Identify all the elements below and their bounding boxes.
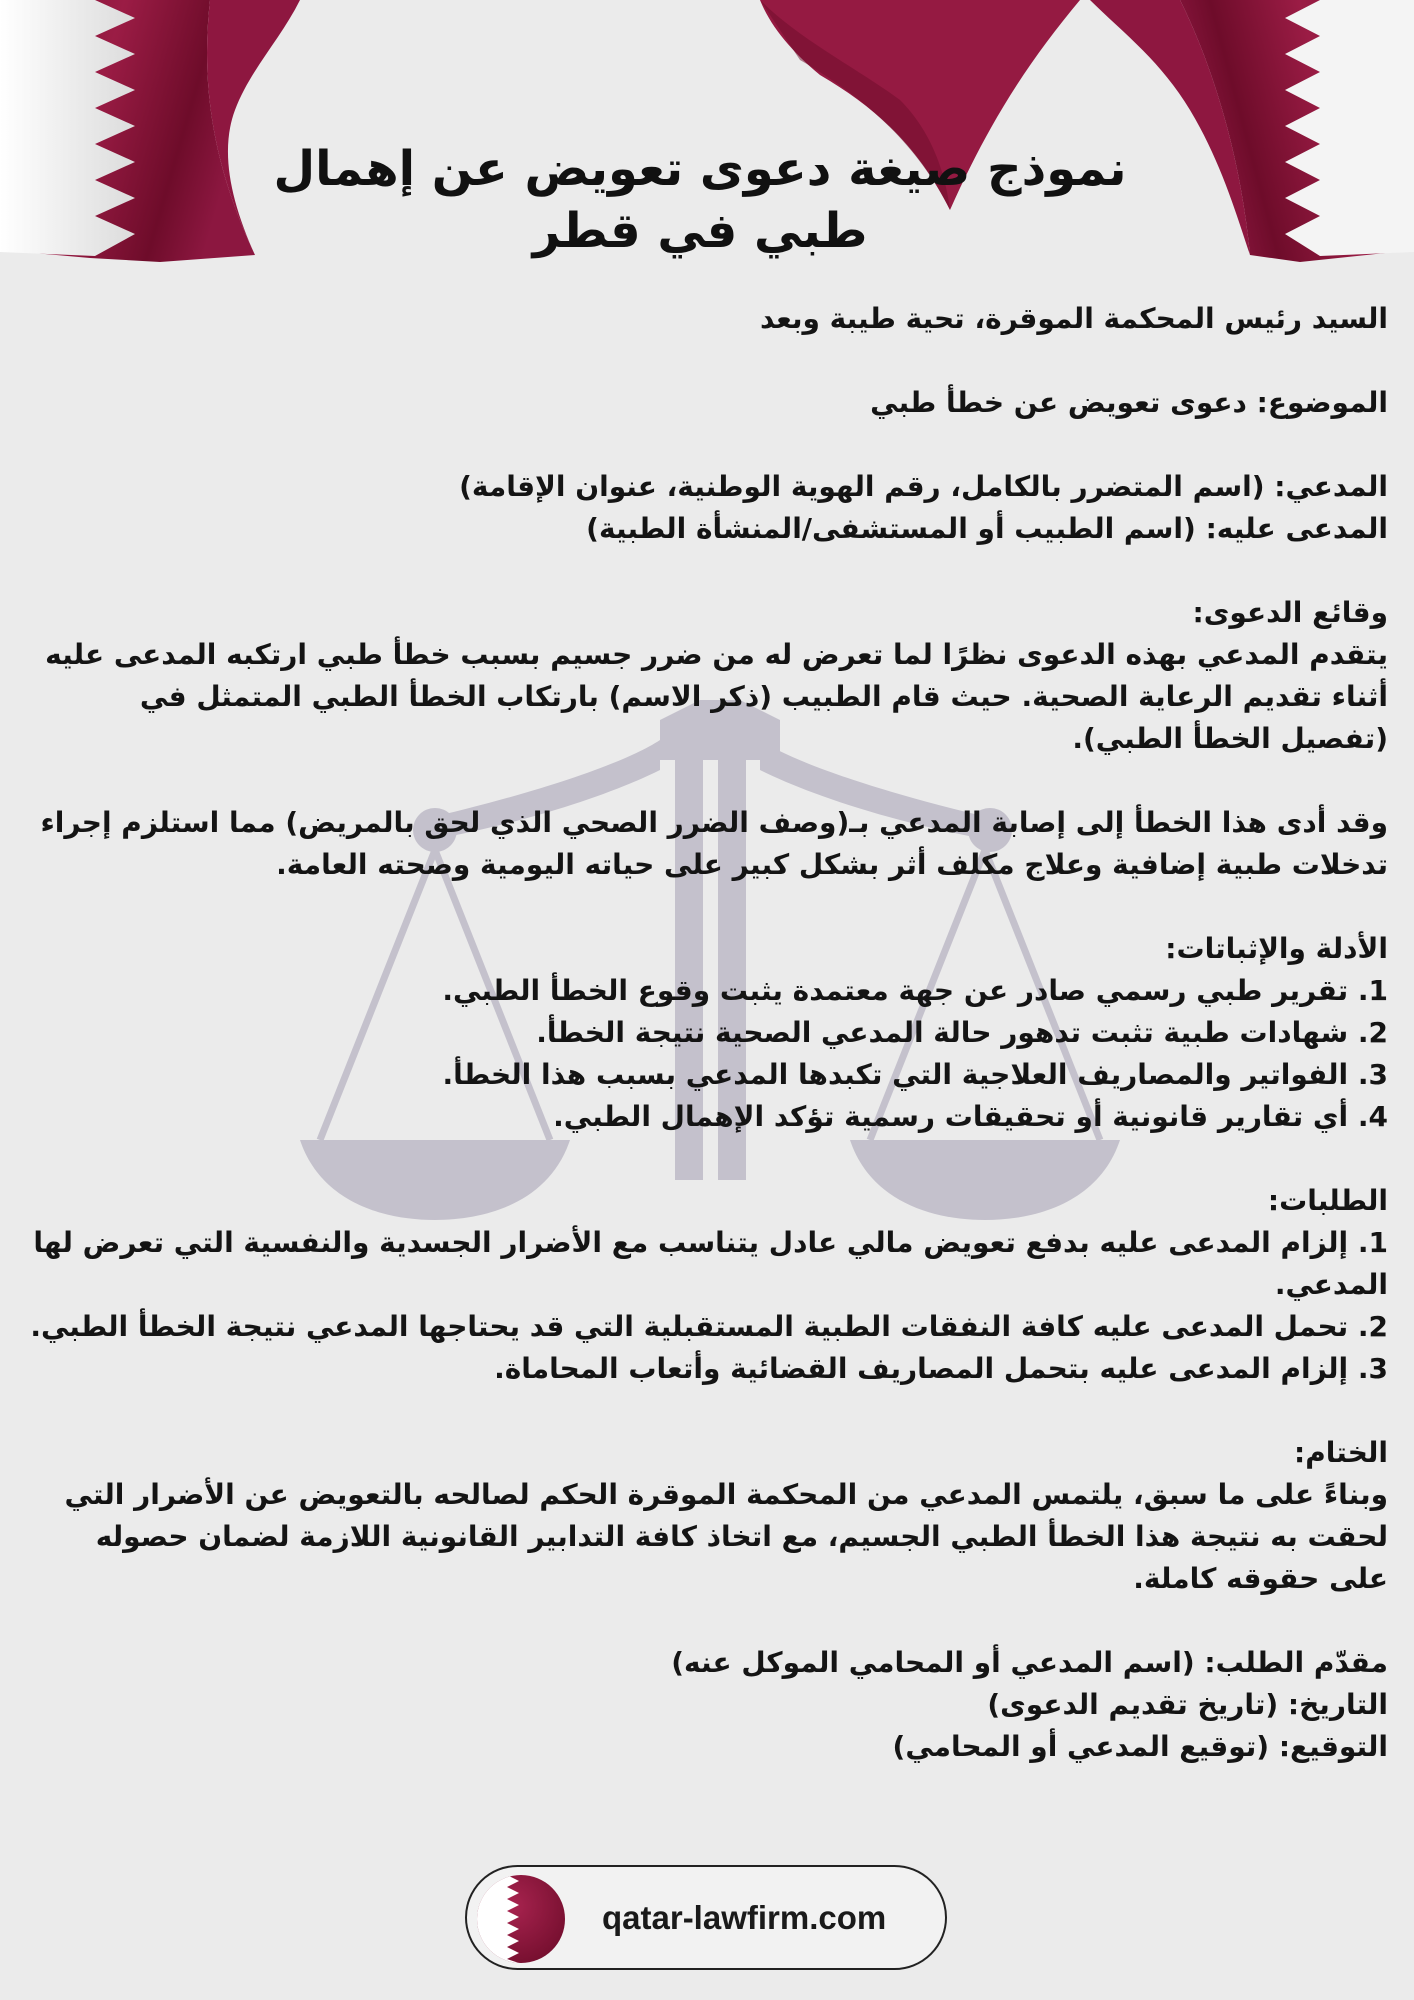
- title-line-2: طبي في قطر: [532, 203, 868, 259]
- defendant-line: المدعى عليه: (اسم الطبيب أو المستشفى/المنشأة الطبية): [586, 512, 1388, 545]
- list-item: 2. شهادات طبية تثبت تدهور حالة المدعي الصحية نتيجة الخطأ.: [536, 1016, 1388, 1049]
- requests-list: [28, 1222, 1388, 1390]
- evidence-list: [28, 970, 1388, 1138]
- facts-paragraph-1: يتقدم المدعي بهذه الدعوى نظرًا لما تعرض له من ضرر جسيم بسبب خطأ طبي ارتكبه المدعى عليه أثناء تقديم الرعاية الصحية. حيث قام الطبيب (ذكر الاسم) بارتكاب الخطأ الطبي المتمثل في (تفصيل الخطأ الطبي).: [45, 638, 1388, 755]
- closing-paragraph: وبناءً على ما سبق، يلتمس المدعي من المحكمة الموقرة الحكم لصالحه بالتعويض عن الأضرار التي لحقت به نتيجة هذا الخطأ الطبي الجسيم، مع اتخاذ كافة التدابير القانونية اللازمة لضمان حصوله على حقوقه كاملة.: [64, 1478, 1388, 1595]
- evidence-heading: الأدلة والإثباتات:: [1165, 932, 1388, 965]
- qatar-flag-icon: [477, 1875, 565, 1963]
- facts-paragraph-2: وقد أدى هذا الخطأ إلى إصابة المدعي بـ(وصف الضرر الصحي الذي لحق بالمريض) مما استلزم إجراء تدخلات طبية إضافية وعلاج مكلف أثر بشكل كبير على حياته اليومية وصحته العامة.: [40, 806, 1388, 881]
- list-item: 3. الفواتير والمصاريف العلاجية التي تكبدها المدعي بسبب هذا الخطأ.: [442, 1058, 1388, 1091]
- website-link[interactable]: [465, 1865, 947, 1970]
- subject-line: الموضوع: دعوى تعويض عن خطأ طبي: [870, 386, 1388, 419]
- list-item: 1. إلزام المدعى عليه بدفع تعويض مالي عادل يتناسب مع الأضرار الجسدية والنفسية التي تعرض لها المدعي.: [33, 1226, 1388, 1301]
- plaintiff-line: المدعي: (اسم المتضرر بالكامل، رقم الهوية الوطنية، عنوان الإقامة): [459, 470, 1388, 503]
- list-item: 1. تقرير طبي رسمي صادر عن جهة معتمدة يثبت وقوع الخطأ الطبي.: [442, 974, 1388, 1007]
- submitter-line: مقدّم الطلب: (اسم المدعي أو المحامي الموكل عنه): [671, 1646, 1388, 1679]
- requests-heading: الطلبات:: [1267, 1184, 1388, 1217]
- facts-heading: وقائع الدعوى:: [1192, 596, 1388, 629]
- title-line-1: نموذج صيغة دعوى تعويض عن إهمال: [273, 141, 1127, 197]
- closing-heading: الختام:: [1294, 1436, 1388, 1469]
- list-item: 4. أي تقارير قانونية أو تحقيقات رسمية تؤكد الإهمال الطبي.: [553, 1100, 1388, 1133]
- document-body: [28, 298, 1388, 1768]
- list-item: 3. إلزام المدعى عليه بتحمل المصاريف القضائية وأتعاب المحاماة.: [494, 1352, 1388, 1385]
- website-url[interactable]: qatar-lawfirm.com: [602, 1899, 887, 1936]
- greeting: السيد رئيس المحكمة الموقرة، تحية طيبة وبعد: [759, 302, 1388, 335]
- list-item: 2. تحمل المدعى عليه كافة النفقات الطبية المستقبلية التي قد يحتاجها المدعي نتيجة الخطأ الطبي.: [30, 1310, 1388, 1343]
- page-title: [250, 138, 1150, 262]
- date-line: التاريخ: (تاريخ تقديم الدعوى): [987, 1688, 1388, 1721]
- signature-line: التوقيع: (توقيع المدعي أو المحامي): [892, 1730, 1388, 1763]
